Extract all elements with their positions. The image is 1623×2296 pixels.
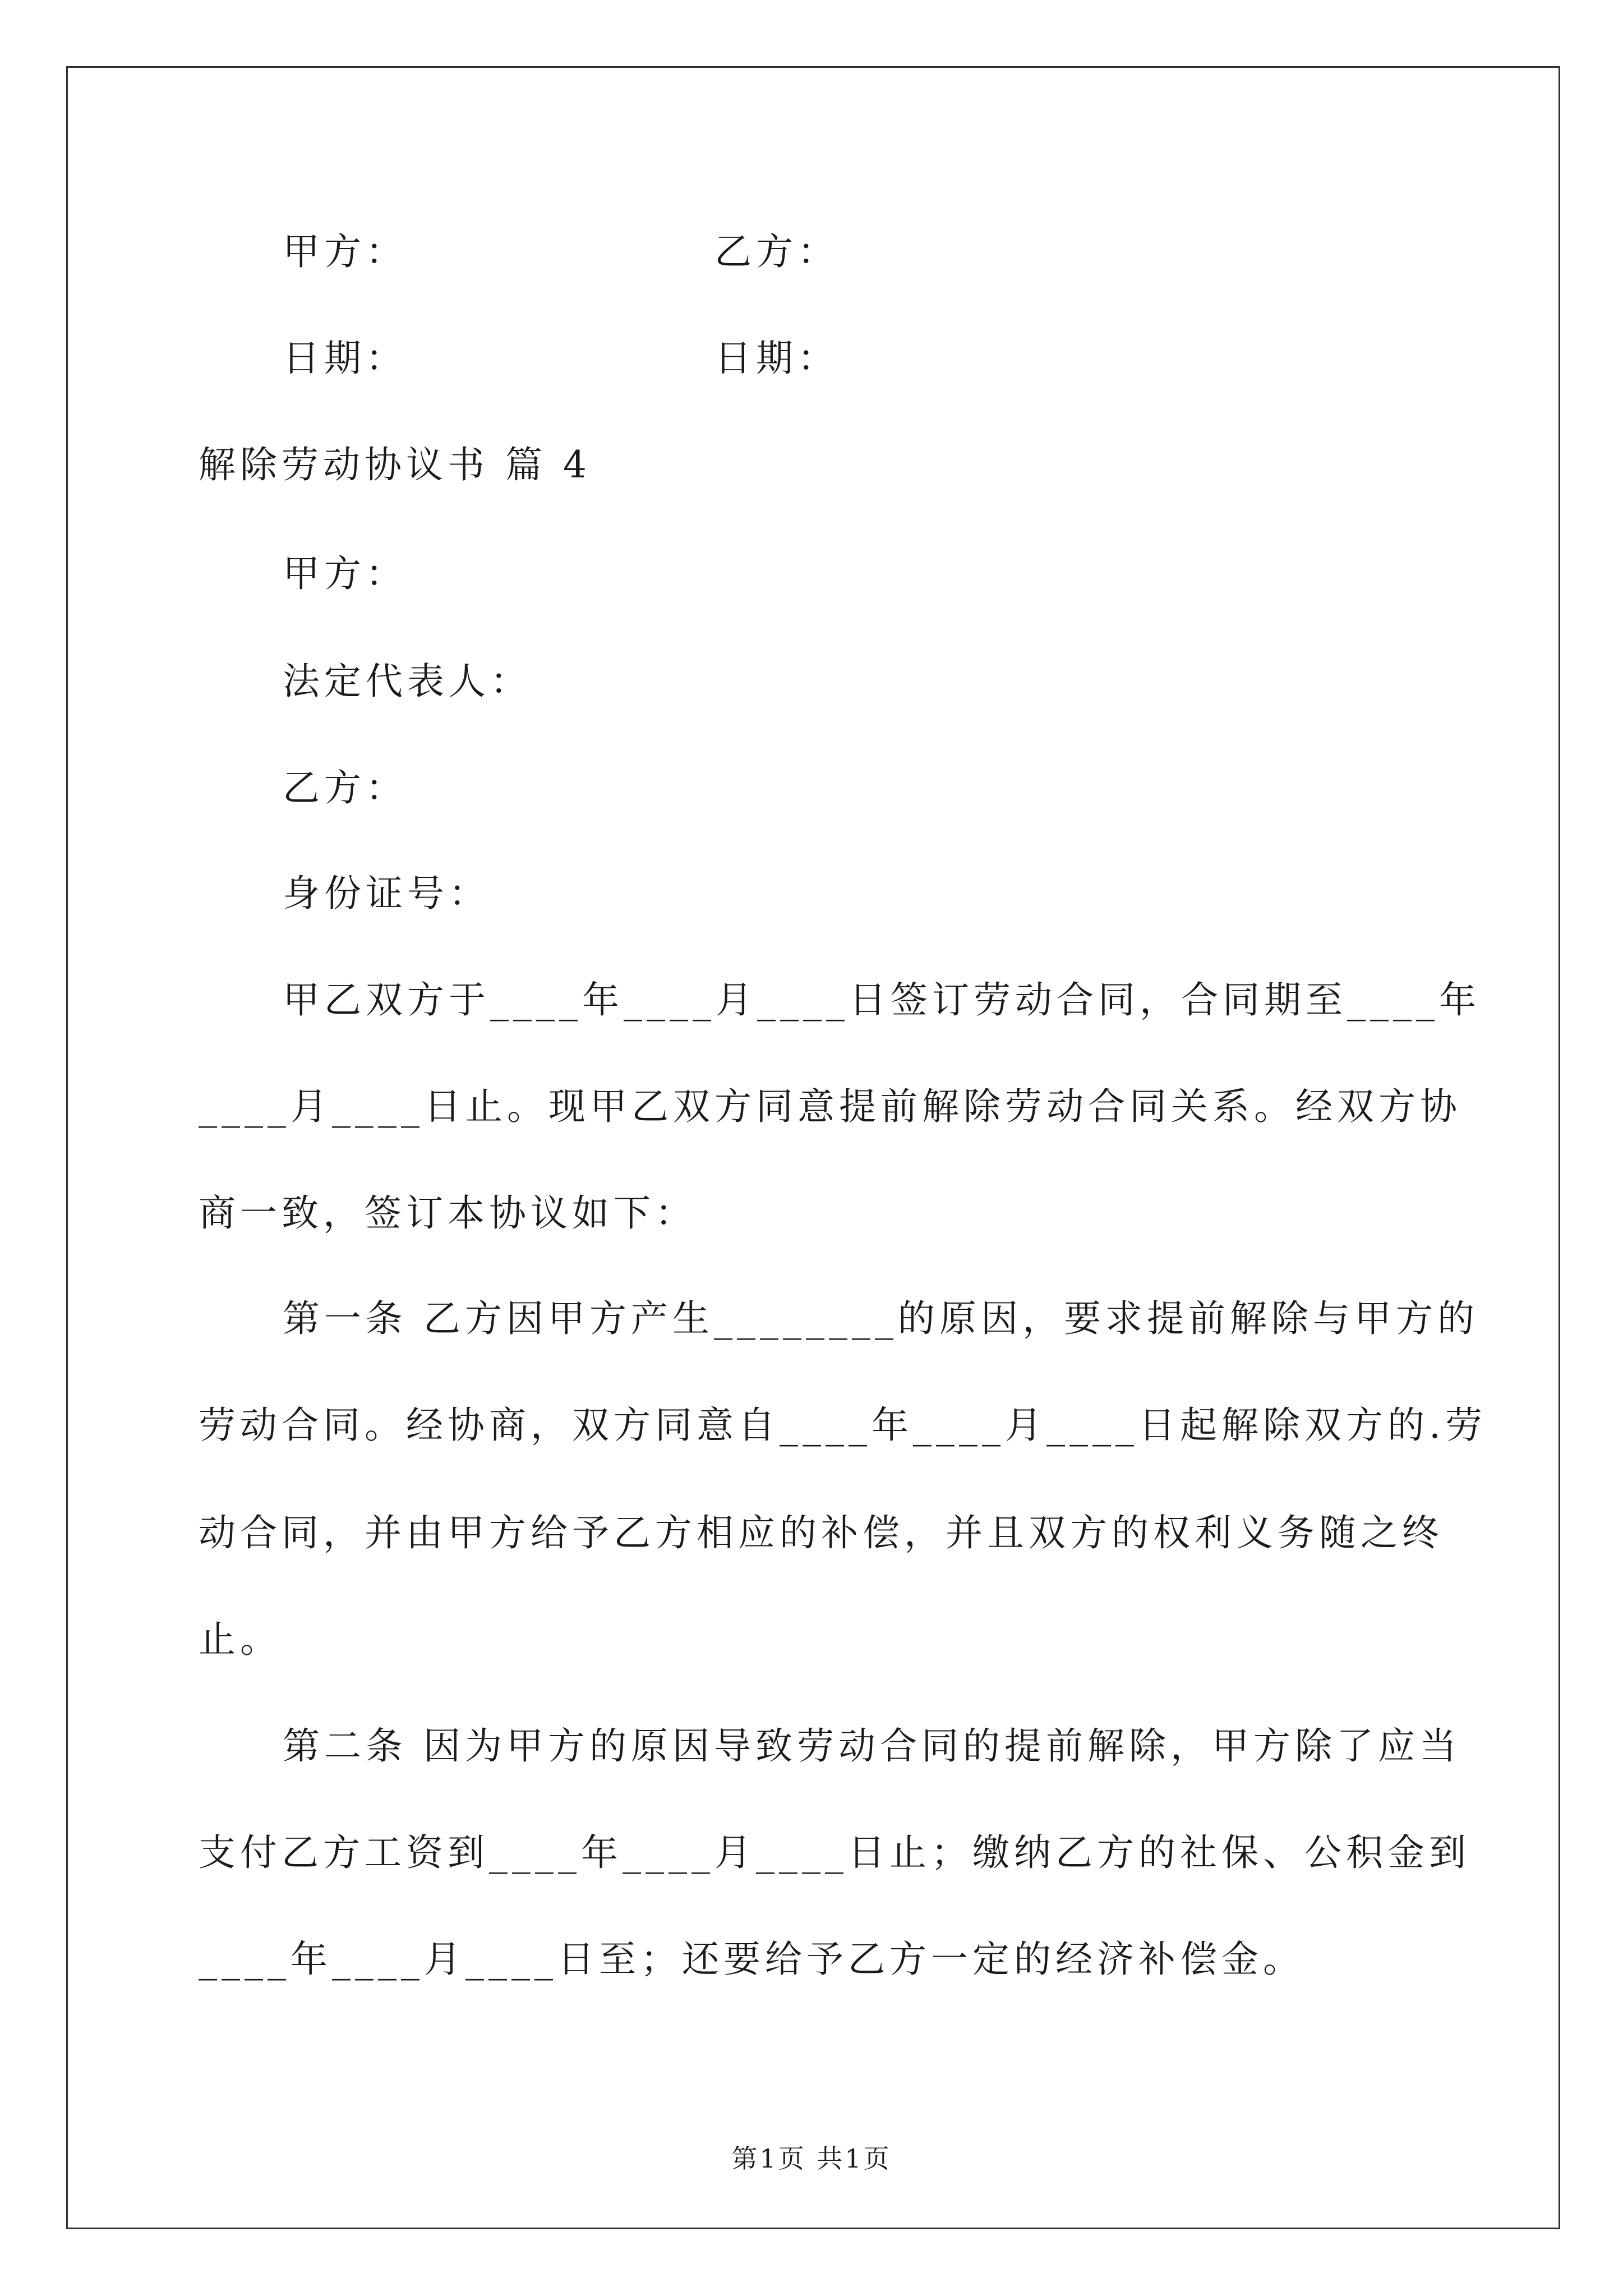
- date-a-label: 日期：: [283, 337, 407, 380]
- section-party-b: 乙方：: [283, 766, 407, 809]
- article-1-line-4: 止。: [199, 1618, 282, 1661]
- section-party-a: 甲方：: [283, 552, 407, 595]
- section-heading: 解除劳动协议书 篇 4: [199, 443, 591, 486]
- paragraph-1-line-2: ____月____日止。现甲乙双方同意提前解除劳动合同关系。经双方协: [199, 1085, 1461, 1128]
- section-id-number: 身份证号：: [283, 872, 490, 915]
- article-2-line-3: ____年____月____日至；还要给予乙方一定的经济补偿金。: [199, 1938, 1304, 1981]
- signature-row-parties: [283, 230, 839, 273]
- party-a-label: 甲方：: [283, 230, 407, 273]
- section-legal-rep: 法定代表人：: [283, 660, 532, 703]
- signature-row-dates: [283, 337, 839, 380]
- page-footer: 第1页 共1页: [731, 2143, 892, 2174]
- article-1-line-1: 第一条 乙方因甲方产生________的原因，要求提前解除与甲方的: [283, 1297, 1479, 1340]
- page-border: [66, 66, 1560, 2229]
- article-2-line-1: 第二条 因为甲方的原因导致劳动合同的提前解除，甲方除了应当: [283, 1724, 1461, 1768]
- party-b-label: 乙方：: [714, 230, 839, 273]
- article-1-line-3: 动合同，并由甲方给予乙方相应的补偿，并且双方的权利义务随之终: [199, 1511, 1444, 1554]
- paragraph-1-line-1: 甲乙双方于____年____月____日签订劳动合同，合同期至____年: [283, 978, 1481, 1022]
- paragraph-1-line-3: 商一致，签订本协议如下：: [199, 1191, 697, 1235]
- article-2-line-2: 支付乙方工资到____年____月____日止；缴纳乙方的社保、公积金到: [199, 1831, 1470, 1874]
- article-1-line-2: 劳动合同。经协商，双方同意自____年____月____日起解除双方的.劳: [199, 1404, 1487, 1447]
- date-b-label: 日期：: [714, 337, 839, 380]
